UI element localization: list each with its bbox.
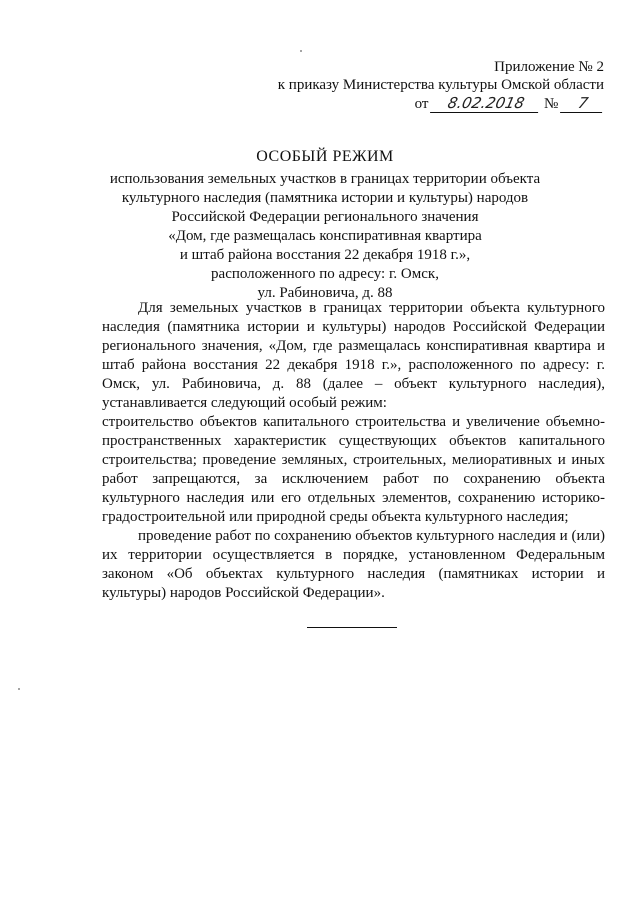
title-line: и штаб района восстания 22 декабря 1918 г.», xyxy=(179,247,471,263)
title-line: ул. Рабиновича, д. 88 xyxy=(257,285,393,301)
document-title-block xyxy=(90,147,560,303)
handwritten-number: 7 xyxy=(560,94,606,113)
document-title: ОСОБЫЙ РЕЖИМ xyxy=(256,148,394,165)
appendix-header xyxy=(224,58,604,113)
title-line: Российской Федерации регионального значения xyxy=(171,209,479,225)
title-line: расположенного по адресу: г. Омск, xyxy=(211,266,439,282)
title-line: культурного наследия (памятника истории и культуры) народов xyxy=(121,190,529,206)
body-paragraph-intro: Для земельных участков в границах территории объекта культурного наследия (памятника истории и культуры) народов Российской Федерации регионального значения, «Дом, где размещалась конспиративная квартира и штаб района восстания 22 декабря 1918 г.», расположенного по адресу: г. Омск, ул. Рабиновича, д. 88 (далее – объект культурного наследия), устанавливается следующий особый режим: xyxy=(102,300,605,411)
number-prefix: № xyxy=(543,96,559,112)
appendix-order-reference: к приказу Министерства культуры Омской области xyxy=(277,77,604,93)
body-paragraph-restrictions: строительство объектов капитального строительства и увеличение объемно-пространственных характеристик существующих объектов капитального строительства; проведение земляных, строительных, мелиоративных и иных работ запрещаются, за исключением работ по сохранению объекта культурного наследия или его отдельных элементов, сохранению историко-градостроительной или природной среды объекта культурного наследия; xyxy=(102,414,605,525)
scan-speck xyxy=(18,688,20,690)
document-body xyxy=(102,299,605,603)
order-date-line xyxy=(224,94,604,113)
title-line: «Дом, где размещалась конспиративная квартира xyxy=(168,228,482,244)
closing-divider xyxy=(307,627,397,628)
appendix-number: Приложение № 2 xyxy=(494,59,604,75)
date-prefix: от xyxy=(414,96,429,112)
scan-speck xyxy=(300,50,302,52)
handwritten-date: 8.02.2018 xyxy=(430,94,542,113)
body-paragraph-works: проведение работ по сохранению объектов культурного наследия и (или) их территории осуществляется в порядке, установленном Федеральным законом «Об объектах культурного наследия (памятниках истории и культуры) народов Российской Федерации». xyxy=(102,528,605,601)
title-line: использования земельных участков в границах территории объекта xyxy=(109,171,541,187)
